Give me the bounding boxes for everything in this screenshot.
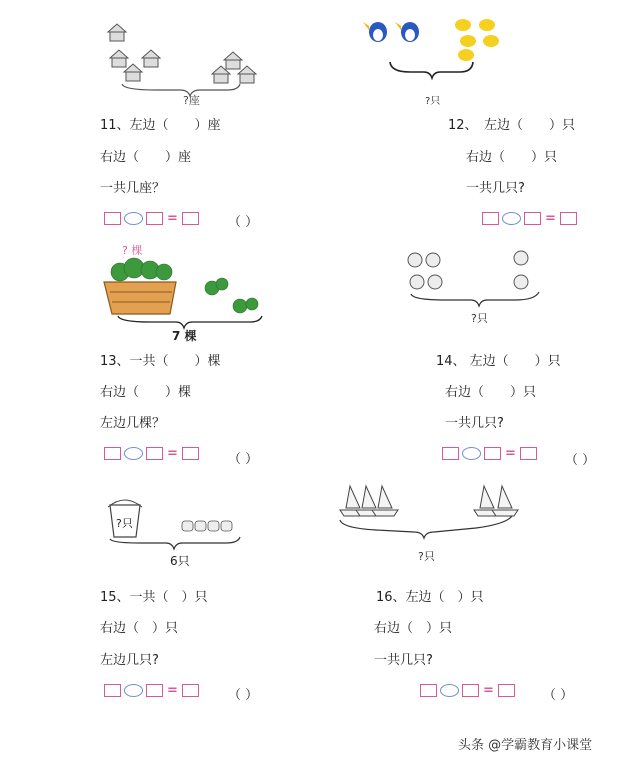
chick-icon bbox=[455, 19, 499, 61]
brace bbox=[411, 292, 539, 306]
p14-line1: 14、 左边（ ）只 bbox=[436, 354, 561, 369]
answer-box[interactable] bbox=[182, 447, 199, 460]
p14-line3: 一共几只? bbox=[445, 416, 504, 431]
answer-box[interactable] bbox=[524, 212, 541, 225]
boats-picture bbox=[336, 478, 526, 568]
brace bbox=[118, 316, 262, 328]
bucket-picture bbox=[100, 495, 250, 575]
p16-line1: 16、左边（ ）只 bbox=[376, 590, 484, 605]
duck-icon bbox=[408, 251, 528, 289]
house-icon bbox=[108, 24, 256, 83]
operator-oval[interactable] bbox=[462, 447, 481, 460]
birds-picture bbox=[360, 10, 510, 110]
p15-answer-paren[interactable]: （ ） bbox=[228, 688, 259, 703]
picture-label-top: ? 棵 bbox=[122, 244, 143, 257]
picture-label: 6只 bbox=[170, 554, 190, 568]
p13-line2: 右边（ ）棵 bbox=[100, 385, 192, 400]
answer-box[interactable] bbox=[146, 212, 163, 225]
houses-picture bbox=[100, 18, 270, 110]
p11-equation[interactable] bbox=[104, 212, 199, 225]
picture-label: ?只 bbox=[425, 96, 441, 107]
p11-line2: 右边（ ）座 bbox=[100, 150, 192, 165]
p16-line3: 一共几只? bbox=[374, 653, 433, 668]
p12-line2: 右边（ ）只 bbox=[466, 150, 558, 165]
basket-icon bbox=[104, 282, 176, 314]
p16-answer-paren[interactable]: （ ） bbox=[543, 688, 574, 703]
ducks-picture bbox=[405, 240, 555, 335]
answer-box[interactable] bbox=[442, 447, 459, 460]
answer-box[interactable] bbox=[104, 684, 121, 697]
p12-line3: 一共几只? bbox=[466, 181, 525, 196]
answer-box[interactable] bbox=[482, 212, 499, 225]
picture-label: ?只 bbox=[418, 550, 435, 563]
trees-picture bbox=[100, 240, 270, 345]
answer-box[interactable] bbox=[146, 684, 163, 697]
operator-oval[interactable] bbox=[502, 212, 521, 225]
answer-box[interactable] bbox=[484, 447, 501, 460]
p11-line1: 11、左边（ ）座 bbox=[100, 118, 221, 133]
answer-box[interactable] bbox=[420, 684, 437, 697]
equals-sign: = bbox=[167, 211, 178, 226]
answer-box[interactable] bbox=[104, 212, 121, 225]
p15-line2: 右边（ ）只 bbox=[100, 621, 179, 636]
p14-equation[interactable] bbox=[442, 447, 537, 460]
picture-label: ?只 bbox=[471, 312, 488, 325]
p15-line1: 15、一共（ ）只 bbox=[100, 590, 208, 605]
equals-sign: = bbox=[483, 683, 494, 698]
p11-line3: 一共几座？ bbox=[100, 181, 166, 196]
p12-line1: 12、 左边（ ）只 bbox=[448, 118, 576, 133]
p14-line2: 右边（ ）只 bbox=[445, 385, 537, 400]
answer-box[interactable] bbox=[498, 684, 515, 697]
p16-line2: 右边（ ）只 bbox=[374, 621, 453, 636]
operator-oval[interactable] bbox=[124, 447, 143, 460]
equals-sign: = bbox=[545, 211, 556, 226]
operator-oval[interactable] bbox=[124, 684, 143, 697]
p13-line3: 左边几棵？ bbox=[100, 416, 166, 431]
answer-box[interactable] bbox=[182, 684, 199, 697]
p15-equation[interactable] bbox=[104, 684, 199, 697]
equals-sign: = bbox=[505, 446, 516, 461]
answer-box[interactable] bbox=[182, 212, 199, 225]
brace bbox=[340, 516, 512, 538]
p13-line1: 13、一共（ ）棵 bbox=[100, 354, 221, 369]
answer-box[interactable] bbox=[104, 447, 121, 460]
brace bbox=[390, 62, 473, 78]
p12-equation[interactable] bbox=[482, 212, 577, 225]
operator-oval[interactable] bbox=[440, 684, 459, 697]
watermark: 头条 @学霸教育小课堂 bbox=[458, 738, 593, 753]
answer-box[interactable] bbox=[462, 684, 479, 697]
penguin-icon bbox=[363, 22, 419, 42]
picture-label: 7 棵 bbox=[172, 329, 197, 343]
picture-label: ?座 bbox=[183, 94, 200, 107]
p13-equation[interactable] bbox=[104, 447, 199, 460]
p11-answer-paren[interactable]: （ ） bbox=[228, 215, 259, 230]
answer-box[interactable] bbox=[560, 212, 577, 225]
equals-sign: = bbox=[167, 683, 178, 698]
p15-line3: 左边几只? bbox=[100, 653, 159, 668]
answer-box[interactable] bbox=[520, 447, 537, 460]
animal-icon bbox=[182, 521, 232, 531]
brace bbox=[110, 537, 240, 549]
p13-answer-paren[interactable]: （ ） bbox=[228, 452, 259, 467]
sailboat-icon bbox=[340, 486, 518, 516]
picture-label-top: ?只 bbox=[116, 517, 133, 530]
p14-answer-paren[interactable]: （ ） bbox=[565, 453, 596, 468]
brace bbox=[122, 84, 240, 96]
answer-box[interactable] bbox=[146, 447, 163, 460]
p16-equation[interactable] bbox=[420, 684, 515, 697]
equals-sign: = bbox=[167, 446, 178, 461]
operator-oval[interactable] bbox=[124, 212, 143, 225]
